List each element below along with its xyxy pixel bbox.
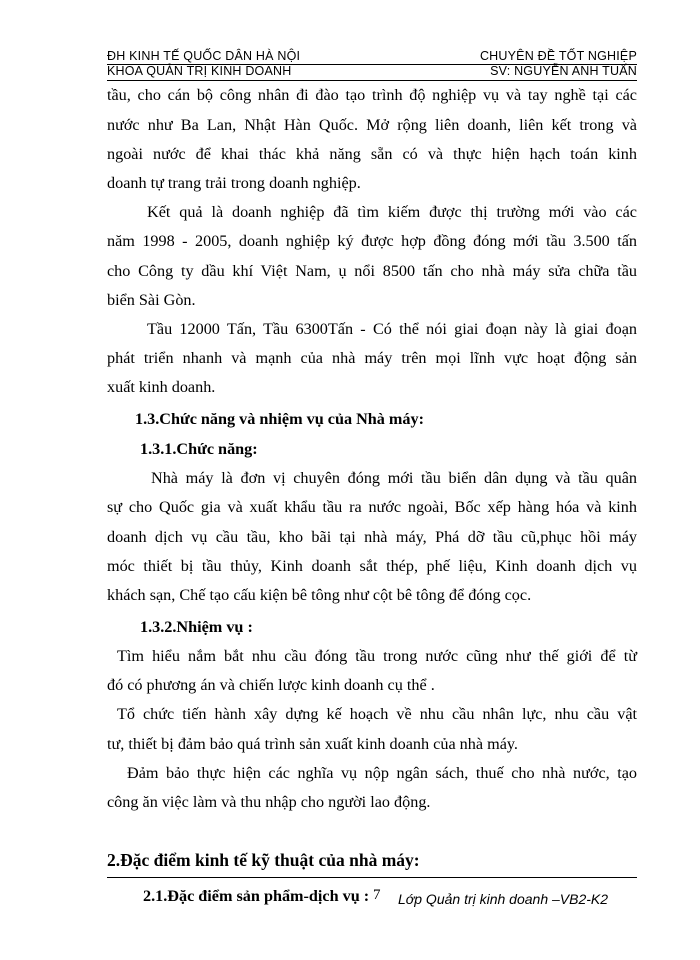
p2-line: Kết quả là doanh nghiệp đã tìm kiếm được thị trường mới vào các — [147, 203, 637, 221]
p3-line: Tầu 12000 Tấn, Tầu 6300Tấn - Có thể nói giai đoạn này là giai đoạn — [147, 320, 637, 338]
p1-line: nước như Ba Lan, Nhật Hàn Quốc. Mở rộng liên doanh, liên kết trong và — [107, 116, 637, 134]
p3-line: xuất kinh doanh. — [107, 378, 216, 396]
header-university: ĐH KINH TẾ QUỐC DÂN HÀ NỘI — [107, 49, 301, 63]
heading-2-1: 2.1.Đặc điểm sản phẩm-dịch vụ : — [143, 887, 370, 905]
footer-divider — [107, 877, 637, 878]
p7-line: Đảm bảo thực hiện các nghĩa vụ nộp ngân sách, thuế cho nhà nước, tạo — [127, 764, 637, 782]
p1-line: doanh tự trang trải trong doanh nghiệp. — [107, 174, 361, 192]
header-doc-type: CHUYÊN ĐỀ TỐT NGHIỆP — [479, 49, 637, 63]
p1-line: tầu, cho cán bộ công nhân đi đào tạo trình độ nghiệp vụ và tay nghề tại các — [107, 86, 637, 104]
p2-line: năm 1998 - 2005, doanh nghiệp ký được hợp đồng đóng mới tầu 3.500 tấn — [107, 232, 637, 250]
p4-line: sự cho Quốc gia và xuất khẩu tầu ra nước ngoài, Bốc xếp hàng hóa và kinh — [107, 498, 637, 516]
p6-line: tư, thiết bị đảm bảo quá trình sản xuất kinh doanh của nhà máy. — [107, 735, 518, 753]
p2-line: biển Sài Gòn. — [107, 291, 196, 309]
header-faculty: KHOA QUẢN TRỊ KINH DOANH — [107, 64, 292, 78]
heading-1-3-2: 1.3.2.Nhiệm vụ : — [140, 618, 253, 636]
footer-class-note: Lớp Quản trị kinh doanh –VB2-K2 — [398, 891, 609, 907]
p6-line: Tổ chức tiến hành xây dựng kế hoạch về nhu cầu nhân lực, nhu cầu vật — [117, 705, 637, 723]
header-divider-bottom — [107, 80, 637, 81]
p2-line: cho Công ty dầu khí Việt Nam, ụ nổi 8500 tấn cho nhà máy sửa chữa tầu — [107, 262, 637, 280]
heading-1-3: 1.3.Chức năng và nhiệm vụ của Nhà máy: — [135, 410, 424, 428]
p5-line: Tìm hiểu nắm bắt nhu cầu đóng tầu trong nước cũng như thế giới để từ — [117, 647, 637, 665]
heading-2: 2.Đặc điểm kinh tế kỹ thuật của nhà máy: — [107, 850, 420, 870]
page-number: 7 — [373, 887, 381, 903]
heading-1-3-1: 1.3.1.Chức năng: — [140, 440, 258, 458]
p1-line: ngoài nước để khai thác khả năng sẵn có và thực hiện hạch toán kinh — [107, 145, 637, 163]
p4-line: móc thiết bị tầu thủy, Kinh doanh sắt thép, phế liệu, Kinh doanh dịch vụ — [107, 557, 637, 575]
p4-line: khách sạn, Chế tạo cấu kiện bê tông như cột bê tông để đóng cọc. — [107, 586, 532, 604]
p3-line: phát triển nhanh và mạnh của nhà máy trên mọi lĩnh vực hoạt động sản — [107, 349, 637, 367]
p4-line: doanh dịch vụ cầu tầu, kho bãi tại nhà máy, Phá dỡ tầu cũ,phục hồi máy — [107, 528, 637, 546]
p7-line: công ăn việc làm và thu nhập cho người lao động. — [107, 793, 431, 811]
p5-line: đó có phương án và chiến lược kinh doanh cụ thể . — [107, 676, 435, 694]
header-student: SV: NGUYỄN ANH TUẤN — [490, 64, 637, 78]
p4-line: Nhà máy là đơn vị chuyên đóng mới tầu biển dân dụng và tầu quân — [151, 469, 637, 487]
